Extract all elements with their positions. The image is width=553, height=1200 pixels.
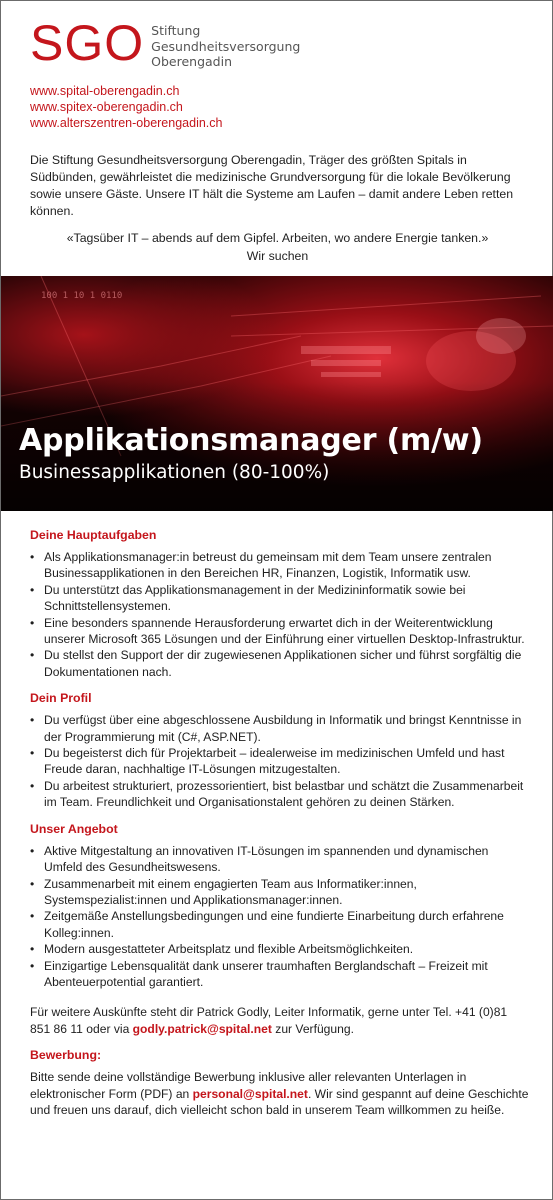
list-item: • Einzigartige Lebensqualität dank unserer traumhaften Berglandschaft – Freizeit mit Abenteuerpotential garantiert. [30, 958, 530, 991]
hero-banner [1, 276, 553, 511]
list-item: • Aktive Mitgestaltung an innovativen IT-Lösungen im spannenden und dynamischen Umfeld des Gesundheitswesens. [30, 843, 530, 876]
job-content [30, 527, 530, 1118]
sgo-logo [30, 15, 301, 71]
intro-paragraph: Die Stiftung Gesundheitsversorgung Oberengadin, Träger des größten Spitals in Südbünden, gewährleistet die medizinische Grundversorgung für die lokale Bevölkerung sowie unsere Gäste. Unsere IT hält die Systeme am Laufen – damit andere Leben retten können. [30, 153, 514, 218]
job-title: Applikationsmanager (m/w) [19, 423, 483, 458]
link-spitex[interactable]: www.spitex-oberengadin.ch [30, 100, 183, 114]
website-links [30, 83, 222, 131]
offer-title: Unser Angebot [30, 821, 118, 836]
application-text-end: . Wir sind gespannt auf deine Geschichte und freuen uns darauf, dich vielleicht schon bald in unserem Team willkommen zu heiße. [30, 1086, 529, 1117]
list-item: • Als Applikationsmanager:in betreust du gemeinsam mit dem Team unsere zentralen Businessapplikationen in den Bereichen HR, Finanzen, Logistik, Informatik usw. [30, 549, 530, 582]
list-item: • Du verfügst über eine abgeschlossene Ausbildung in Informatik und bringst Kenntnisse in der Programmierung mit (C#, ASP.NET). [30, 712, 530, 745]
list-item: • Zusammenarbeit mit einem engagierten Team aus Informatiker:innen, Systemspezialist:innen und Applikationsmanager:innen. [30, 876, 530, 909]
list-item: • Du begeisterst dich für Projektarbeit – idealerweise im medizinischen Umfeld und hast Freude daran, nachhaltige IT-Lösungen mitzugestalten. [30, 745, 530, 778]
logo-line-1: Stiftung [151, 23, 201, 38]
link-spital[interactable]: www.spital-oberengadin.ch [30, 84, 180, 98]
list-item: • Zeitgemäße Anstellungsbedingungen und eine fundierte Einarbeitung durch erfahrene Kolleg:innen. [30, 908, 530, 941]
list-item: • Modern ausgestatteter Arbeitsplatz und flexible Arbeitsmöglichkeiten. [30, 941, 530, 957]
application-title: Bewerbung: [30, 1048, 102, 1063]
list-item: • Du arbeitest strukturiert, prozessorientiert, bist belastbar und schätzt die Zusammenarbeit im Team. Freundlichkeit und Organisationstalent gehören zu deinen Stärken. [30, 778, 530, 811]
profile-list [30, 712, 530, 810]
list-item: • Du unterstützt das Applikationsmanagement in der Medizininformatik sowie bei Schnittstellensystemen. [30, 582, 530, 615]
profile-title: Dein Profil [30, 691, 92, 706]
contact-text-end: zur Verfügung. [271, 1021, 354, 1036]
offer-list [30, 843, 530, 991]
list-item: • Eine besonders spannende Herausforderung erwartet dich in der Weiterentwicklung unserer Microsoft 365 Lösungen und der Einführung einer virtuellen Desktop-Infrastruktur. [30, 615, 530, 648]
contact-email-link[interactable]: godly.patrick@spital.net [132, 1021, 272, 1036]
application-email-link[interactable]: personal@spital.net [192, 1086, 308, 1101]
slogan-quote: «Tagsüber IT – abends auf dem Gipfel. Arbeiten, wo andere Energie tanken.» [66, 231, 489, 245]
logo-line-3: Oberengadin [151, 54, 233, 69]
tasks-list [30, 549, 530, 680]
tasks-title: Deine Hauptaufgaben [30, 528, 157, 542]
application-text: Bitte sende deine vollständige Bewerbung inklusive aller relevanten Unterlagen in elektronischer Form (PDF) an [30, 1070, 467, 1101]
job-subtitle: Businessapplikationen (80-100%) [19, 462, 330, 483]
logo-mark: SGO [30, 15, 145, 71]
contact-text: Für weitere Auskünfte steht dir Patrick Godly, Leiter Informatik, gerne unter Tel. +41 (0)81 851 86 11 oder via [30, 1005, 508, 1036]
contact-paragraph [30, 1004, 530, 1037]
list-item: • Du stellst den Support der dir zugewiesenen Applikationen sicher und führst sorgfältig die Dokumentationen nach. [30, 647, 530, 680]
logo-line-2: Gesundheitsversorgung [151, 38, 301, 54]
link-alterszentren[interactable]: www.alterszentren-oberengadin.ch [30, 116, 223, 130]
application-paragraph [30, 1069, 530, 1118]
quote-block [1, 229, 553, 265]
we-seek-label: Wir suchen [246, 249, 309, 263]
logo-wordmark [151, 23, 300, 70]
